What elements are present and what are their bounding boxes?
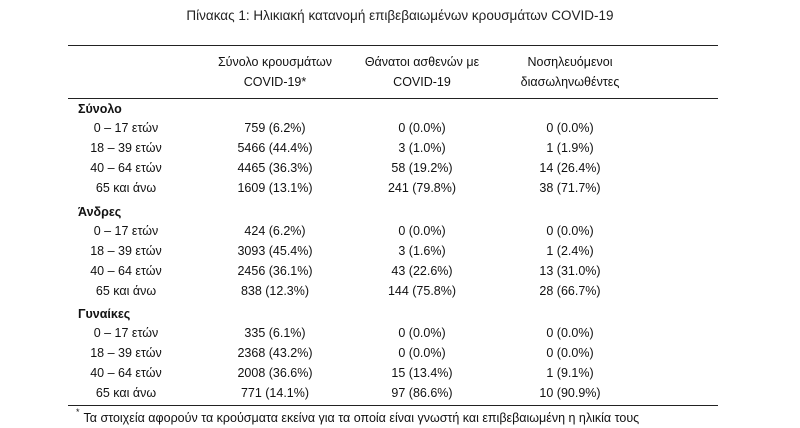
intubated-cell: 1 (2.4%) (546, 244, 594, 258)
intubated-cell: 1 (1.9%) (546, 141, 594, 155)
group-label-total: Σύνολο (78, 102, 122, 116)
group-label-women: Γυναίκες (78, 307, 131, 321)
cases-cell: 2008 (36.6%) (237, 366, 313, 380)
table-row (0, 366, 800, 384)
age-cell: 65 και άνω (95, 284, 157, 298)
footnote-marker: * (76, 407, 80, 417)
cases-cell: 335 (6.1%) (244, 326, 306, 340)
table-row (0, 386, 800, 404)
age-cell: 0 – 17 ετών (93, 121, 159, 135)
deaths-cell: 43 (22.6%) (391, 264, 453, 278)
column-header-line2: διασωληνωθέντες (520, 75, 620, 89)
intubated-cell: 28 (66.7%) (539, 284, 601, 298)
table-row (0, 346, 800, 364)
deaths-cell: 241 (79.8%) (387, 181, 457, 195)
deaths-cell: 3 (1.0%) (398, 141, 446, 155)
group-label-men: Άνδρες (78, 205, 122, 219)
intubated-cell: 14 (26.4%) (539, 161, 601, 175)
deaths-cell: 97 (86.6%) (391, 386, 453, 400)
column-header-total-cases (200, 52, 350, 92)
table-row (0, 181, 800, 199)
age-cell: 65 και άνω (95, 386, 157, 400)
intubated-cell: 0 (0.0%) (546, 121, 594, 135)
column-header-line1: Σύνολο κρουσμάτων (217, 55, 333, 69)
footnote-text: Τα στοιχεία αφορούν τα κρούσματα εκείνα για τα οποία είναι γνωστή και επιβεβαιωμένη η ηλικία τους (83, 411, 640, 426)
intubated-cell: 38 (71.7%) (539, 181, 601, 195)
deaths-cell: 0 (0.0%) (398, 346, 446, 360)
column-header-line1: Θάνατοι ασθενών με (364, 55, 480, 69)
age-cell: 40 – 64 ετών (90, 366, 162, 380)
cases-cell: 5466 (44.4%) (237, 141, 313, 155)
age-cell: 65 και άνω (95, 181, 157, 195)
cases-cell: 759 (6.2%) (244, 121, 306, 135)
footnote (76, 409, 639, 425)
deaths-cell: 144 (75.8%) (387, 284, 457, 298)
deaths-cell: 3 (1.6%) (398, 244, 446, 258)
column-header-line2: COVID-19 (393, 75, 451, 89)
table-row (0, 161, 800, 179)
table-bottom-rule (68, 405, 718, 406)
cases-cell: 771 (14.1%) (240, 386, 310, 400)
cases-cell: 4465 (36.3%) (237, 161, 313, 175)
intubated-cell: 0 (0.0%) (546, 224, 594, 238)
table-row (0, 121, 800, 139)
table-row (0, 141, 800, 159)
deaths-cell: 15 (13.4%) (391, 366, 453, 380)
column-header-deaths (347, 52, 497, 92)
column-header-line2: COVID-19* (243, 75, 307, 89)
deaths-cell: 0 (0.0%) (398, 326, 446, 340)
table-row (0, 224, 800, 242)
cases-cell: 1609 (13.1%) (237, 181, 313, 195)
deaths-cell: 0 (0.0%) (398, 121, 446, 135)
age-cell: 40 – 64 ετών (90, 161, 162, 175)
table-row (0, 244, 800, 262)
deaths-cell: 58 (19.2%) (391, 161, 453, 175)
cases-cell: 3093 (45.4%) (237, 244, 313, 258)
column-header-intubated (495, 52, 645, 92)
age-cell: 0 – 17 ετών (93, 326, 159, 340)
column-header-line1: Νοσηλευόμενοι (527, 55, 613, 69)
cases-cell: 424 (6.2%) (244, 224, 306, 238)
table-row (0, 264, 800, 282)
intubated-cell: 10 (90.9%) (539, 386, 601, 400)
age-cell: 0 – 17 ετών (93, 224, 159, 238)
cases-cell: 838 (12.3%) (240, 284, 310, 298)
intubated-cell: 13 (31.0%) (539, 264, 601, 278)
intubated-cell: 1 (9.1%) (546, 366, 594, 380)
deaths-cell: 0 (0.0%) (398, 224, 446, 238)
age-cell: 18 – 39 ετών (90, 141, 162, 155)
cases-cell: 2456 (36.1%) (237, 264, 313, 278)
header-separator-rule (68, 98, 718, 99)
intubated-cell: 0 (0.0%) (546, 346, 594, 360)
age-cell: 18 – 39 ετών (90, 346, 162, 360)
age-cell: 18 – 39 ετών (90, 244, 162, 258)
cases-cell: 2368 (43.2%) (237, 346, 313, 360)
table-top-rule (68, 45, 718, 46)
age-cell: 40 – 64 ετών (90, 264, 162, 278)
table-row (0, 284, 800, 302)
intubated-cell: 0 (0.0%) (546, 326, 594, 340)
table-row (0, 326, 800, 344)
table-title: Πίνακας 1: Ηλικιακή κατανομή επιβεβαιωμένων κρουσμάτων COVID-19 (186, 8, 614, 23)
